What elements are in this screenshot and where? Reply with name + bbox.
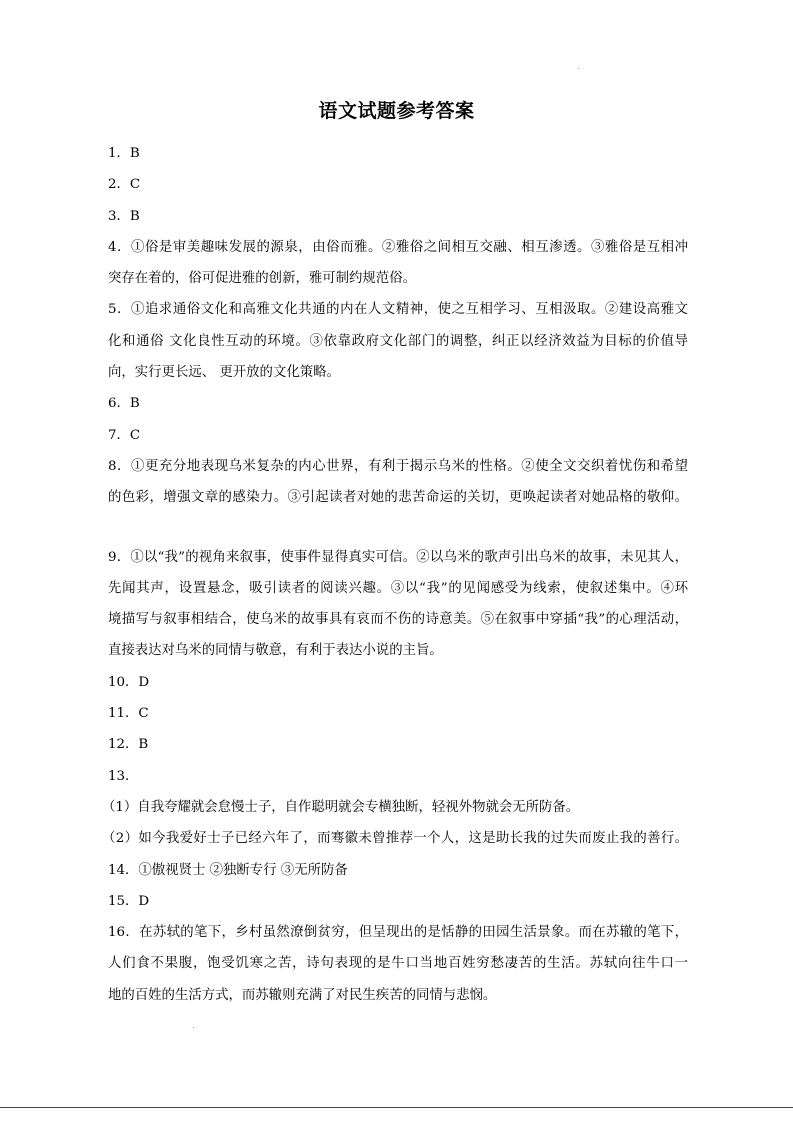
answer-8-line-2: 的色彩，增强文章的感染力。③引起读者对她的悲苦命运的关切，更唤起读者对她品格的敬仰。 (108, 490, 688, 506)
answer-10: 10．D (108, 674, 150, 690)
answer-14: 14．①傲视贤士 ②独断专行 ③无所防备 (108, 862, 348, 878)
answer-4-line-1: 4．①俗是审美趣味发展的源泉，由俗而雅。②雅俗之间相互交融、相互渗透。③雅俗是互相冲 (108, 239, 688, 255)
answer-13: 13． (108, 768, 139, 784)
answer-12: 12．B (108, 737, 149, 753)
answer-9-line-2: 先闻其声，设置悬念，吸引读者的阅读兴趣。③以“我”的见闻感受为线索，使叙述集中。④环 (108, 580, 688, 596)
answer-16-line-2: 人们食不果腹，饱受饥寒之苦，诗句表现的是牛口当地百姓穷愁凄苦的生活。苏轼向往牛口一 (108, 956, 688, 972)
answer-15: 15．D (108, 893, 150, 909)
page-bottom-rule (0, 1107, 793, 1108)
answer-9-line-3: 境描写与叙事相结合，使乌米的故事具有哀而不伤的诗意美。⑤在叙事中穿插“我”的心理活动， (108, 612, 688, 628)
answer-11: 11．C (108, 706, 149, 722)
answer-9-line-1: 9．①以“我”的视角来叙事，使事件显得真实可信。②以乌米的歌声引出乌米的故事，未见其人， (108, 549, 688, 565)
answer-8-line-1: 8．①更充分地表现乌米复杂的内心世界，有利于揭示乌米的性格。②使全文交织着忧伤和希望 (108, 458, 688, 474)
answer-7: 7．C (108, 427, 141, 443)
answer-list (102, 143, 688, 1016)
answer-16-line-1: 16．在苏轼的笔下，乡村虽然潦倒贫穷，但呈现出的是恬静的田园生活景象。而在苏辙的笔下， (108, 925, 688, 941)
blank-gap (108, 519, 688, 547)
page-title: 语文试题参考答案 (318, 100, 475, 122)
scan-speck (193, 1027, 194, 1028)
answer-5-line-3: 向，实行更长远、 更开放的文化策略。 (108, 365, 340, 381)
answer-2: 2．C (108, 177, 141, 193)
answer-5-line-1: 5．①追求通俗文化和高雅文化共通的内在人文精神，使之互相学习、互相汲取。②建设高雅文 (108, 302, 688, 318)
answer-1: 1．B (108, 146, 140, 161)
answer-16-line-3: 地的百姓的生活方式，而苏辙则充满了对民生疾苦的同情与悲悯。 (108, 987, 497, 1003)
answer-9-line-4: 直接表达对乌米的同情与敬意，有利于表达小说的主旨。 (108, 643, 443, 659)
answer-5-line-2: 化和通俗 文化良性互动的环境。③依靠政府文化部门的调整，纠正以经济效益为目标的价值导 (108, 333, 688, 349)
answer-4-line-2: 突存在着的，俗可促进雅的创新，雅可制约规范俗。 (108, 271, 416, 287)
answer-3: 3．B (108, 208, 140, 224)
answer-13-part-1: （1）自我夸耀就会怠慢士子，自作聪明就会专横独断，轻视外物就会无所防备。 (102, 799, 580, 815)
scan-speck (578, 68, 579, 69)
answer-13-part-2: （2）如今我爱好士子已经六年了，而骞徽未曾推荐一个人，这是助长我的过失而废止我的善行。 (102, 831, 688, 847)
answer-6: 6．B (108, 396, 140, 412)
